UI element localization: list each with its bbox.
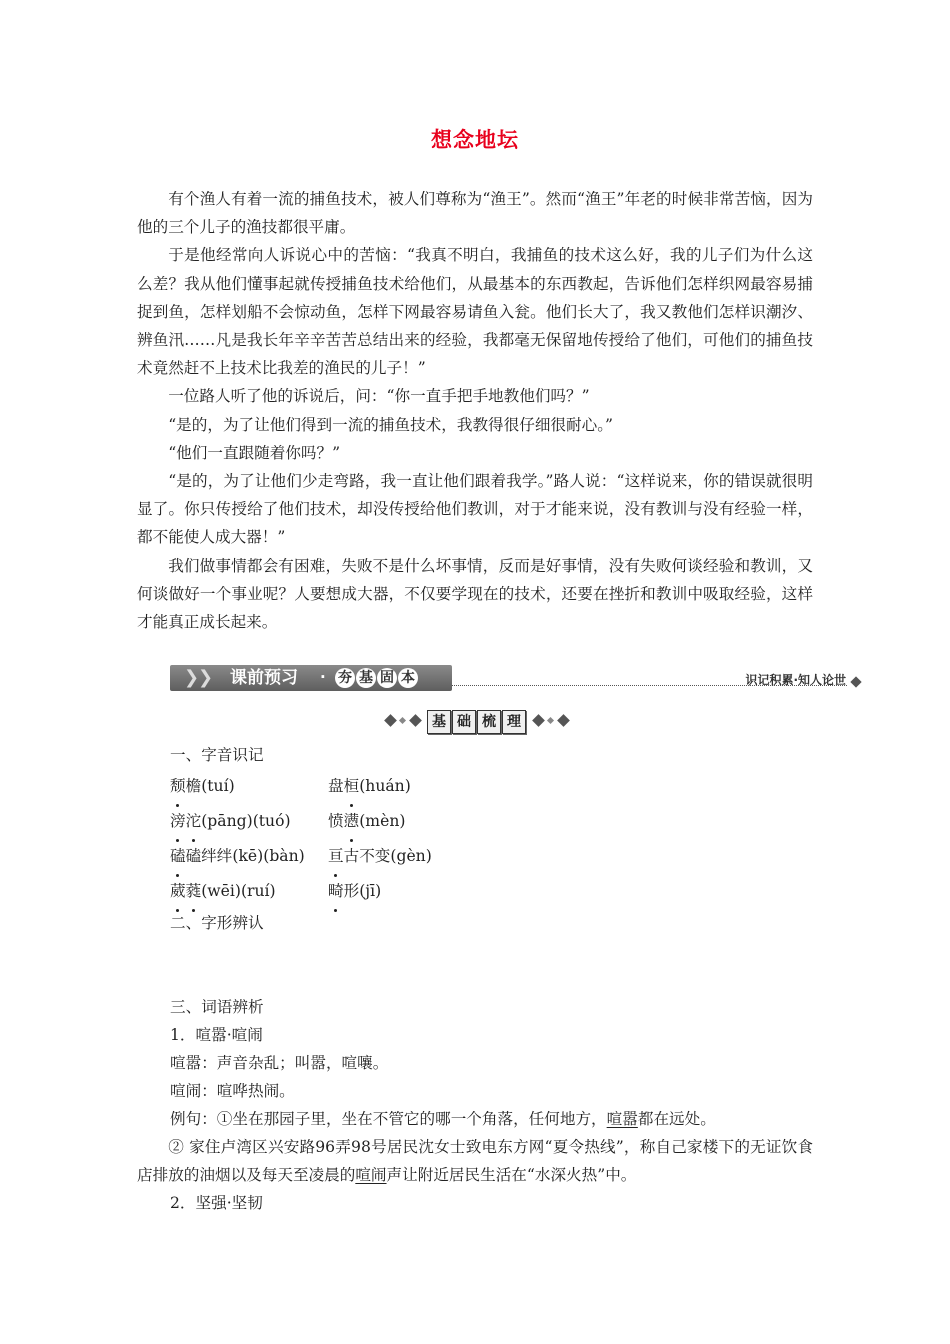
banner-subtitle: 识记积累·知人论世 <box>745 673 846 687</box>
diamond-icon <box>399 717 406 724</box>
diamond-icon <box>409 714 422 727</box>
story-paragraph: 我们做事情都会有困难，失败不是什么坏事情，反而是好事情，没有失败何谈经验和教训，又何谈做好一个事业呢？人要想成大器，不仅要学现在的技术，还要在挫折和教训中吸取经验，这样才能真正成长起来。 <box>137 556 813 632</box>
section-label-char: 理 <box>502 710 526 734</box>
underlined-word: 喧嚣 <box>606 1110 638 1128</box>
dotted-char: 畸 <box>328 874 344 909</box>
dotted-char: 蕤 <box>186 874 202 909</box>
pron-text: (pāng)(tuó) <box>201 812 291 830</box>
pron-text: 古不变(gèn) <box>343 847 432 865</box>
section-label-char: 梳 <box>477 710 501 734</box>
dotted-char: 磕 <box>170 839 186 874</box>
pron-item <box>170 769 235 804</box>
pron-item <box>170 804 291 839</box>
dotted-char: 沱 <box>186 804 202 839</box>
pronunciation-row <box>170 874 820 909</box>
pron-text: (wēi)(ruí) <box>201 882 276 900</box>
diamond-icon <box>547 717 554 724</box>
example-text: 声让附近居民生活在“水深火热”中。 <box>386 1166 637 1184</box>
pron-item <box>170 839 305 874</box>
example-text: 例句：①坐在那园子里，坐在不管它的哪一个角落，任何地方， <box>170 1110 607 1128</box>
banner-title: 课前预习 <box>230 668 298 688</box>
dotted-char: 颓 <box>170 769 186 804</box>
story-paragraph: 一位路人听了他的诉说后，问：“你一直手把手地教他们吗？” <box>168 387 590 406</box>
pron-text: (mèn) <box>359 812 406 830</box>
dotted-char: 桓 <box>344 769 360 804</box>
pron-text: 盘 <box>328 777 344 795</box>
banner-badge: 基 <box>356 668 376 688</box>
example-text: ② 家住卢湾区兴安路96弄98号居民沈女士致电东方网“夏令热线”，称自己家楼下的无证饮食店排放的油烟以及每天至凌晨的 <box>137 1138 813 1184</box>
section-title: 二、字形辨认 <box>170 914 264 932</box>
pron-item <box>328 769 411 804</box>
dotted-char: 懑 <box>344 804 360 839</box>
banner-badge: 本 <box>398 668 418 688</box>
diamond-icon <box>557 714 570 727</box>
pron-item <box>328 804 405 839</box>
example-1 <box>170 1105 820 1133</box>
underlined-word: 喧闹 <box>355 1166 387 1184</box>
section-title: 三、词语辨析 <box>170 998 264 1016</box>
story-paragraph: 有个渔人有着一流的捕鱼技术，被人们尊称为“渔王”。然而“渔王”年老的时候非常苦恼，因为他的三个儿子的渔技都很平庸。 <box>137 190 813 237</box>
chevron-right-icon: ❯ <box>184 667 200 688</box>
story-text <box>137 185 813 636</box>
page-title: 想念地坛 <box>431 128 519 152</box>
pron-text: 磕绊绊(kē)(bàn) <box>185 847 305 865</box>
pron-item <box>170 874 276 909</box>
banner-badge: 固 <box>377 668 397 688</box>
banner-badges <box>335 668 418 688</box>
dotted-char: 葳 <box>170 874 186 909</box>
definition: 喧嚣：声音杂乱；叫嚣，喧嚷。 <box>170 1054 389 1072</box>
banner-badge: 夯 <box>335 668 355 688</box>
item-title: 1．喧嚣·喧闹 <box>170 1026 263 1044</box>
diamond-icon <box>532 714 545 727</box>
story-paragraph: 于是他经常向人诉说心中的苦恼：“我真不明白，我捕鱼的技术这么好，我的儿子们为什么这么差？我从他们懂事起就传授捕鱼技术给他们，从最基本的东西教起，告诉他们怎样织网最容易捕捉到鱼，怎样划船不会惊动鱼，怎样下网最容易请鱼入瓮。他们长大了，我又教他们怎样识潮汐、辨鱼汛……凡是我长年辛辛苦苦总结出来的经验，我都毫无保留地传授给了他们，可他们的捕鱼技术竟然赶不上技术比我差的渔民的儿子！” <box>137 246 813 378</box>
pronunciation-row <box>170 804 820 839</box>
section-label-char: 础 <box>452 710 476 734</box>
story-paragraph: “是的，为了让他们少走弯路，我一直让他们跟着我学。”路人说：“这样说来，你的错误就很明显了。你只传授给了他们技术，却没传授给他们教训，对于才能来说，没有教训与没有经验一样，都不能使人成大器！” <box>137 472 813 547</box>
banner-dot: · <box>320 668 326 686</box>
example-text: 都在远处。 <box>637 1110 716 1128</box>
example-2 <box>137 1133 813 1189</box>
pronunciation-row <box>170 839 820 874</box>
blank-space <box>170 937 820 993</box>
item-title: 2．坚强·坚韧 <box>170 1194 263 1212</box>
study-content <box>137 741 820 1217</box>
pronunciation-row <box>170 769 820 804</box>
pron-item <box>328 839 432 874</box>
pron-text: 形(jī) <box>343 882 382 900</box>
definition: 喧闹：喧哗热闹。 <box>170 1082 295 1100</box>
pron-item <box>328 874 381 909</box>
section-label <box>427 710 527 734</box>
diamond-icon <box>850 676 861 687</box>
dotted-char: 滂 <box>170 804 186 839</box>
story-paragraph: “是的，为了让他们得到一流的捕鱼技术，我教得很仔细很耐心。” <box>168 415 613 434</box>
pron-text: (huán) <box>359 777 411 795</box>
diamond-icon <box>384 714 397 727</box>
story-paragraph: “他们一直跟随着你吗？” <box>168 443 341 462</box>
section-title: 一、字音识记 <box>170 746 264 764</box>
section-banner <box>170 665 860 691</box>
pron-text: 檐(tuí) <box>185 777 235 795</box>
chevron-right-icon: ❯ <box>198 667 214 688</box>
pron-text: 愤 <box>328 812 344 830</box>
section-heading <box>0 710 950 734</box>
dotted-char: 亘 <box>328 839 344 874</box>
section-label-char: 基 <box>427 710 451 734</box>
